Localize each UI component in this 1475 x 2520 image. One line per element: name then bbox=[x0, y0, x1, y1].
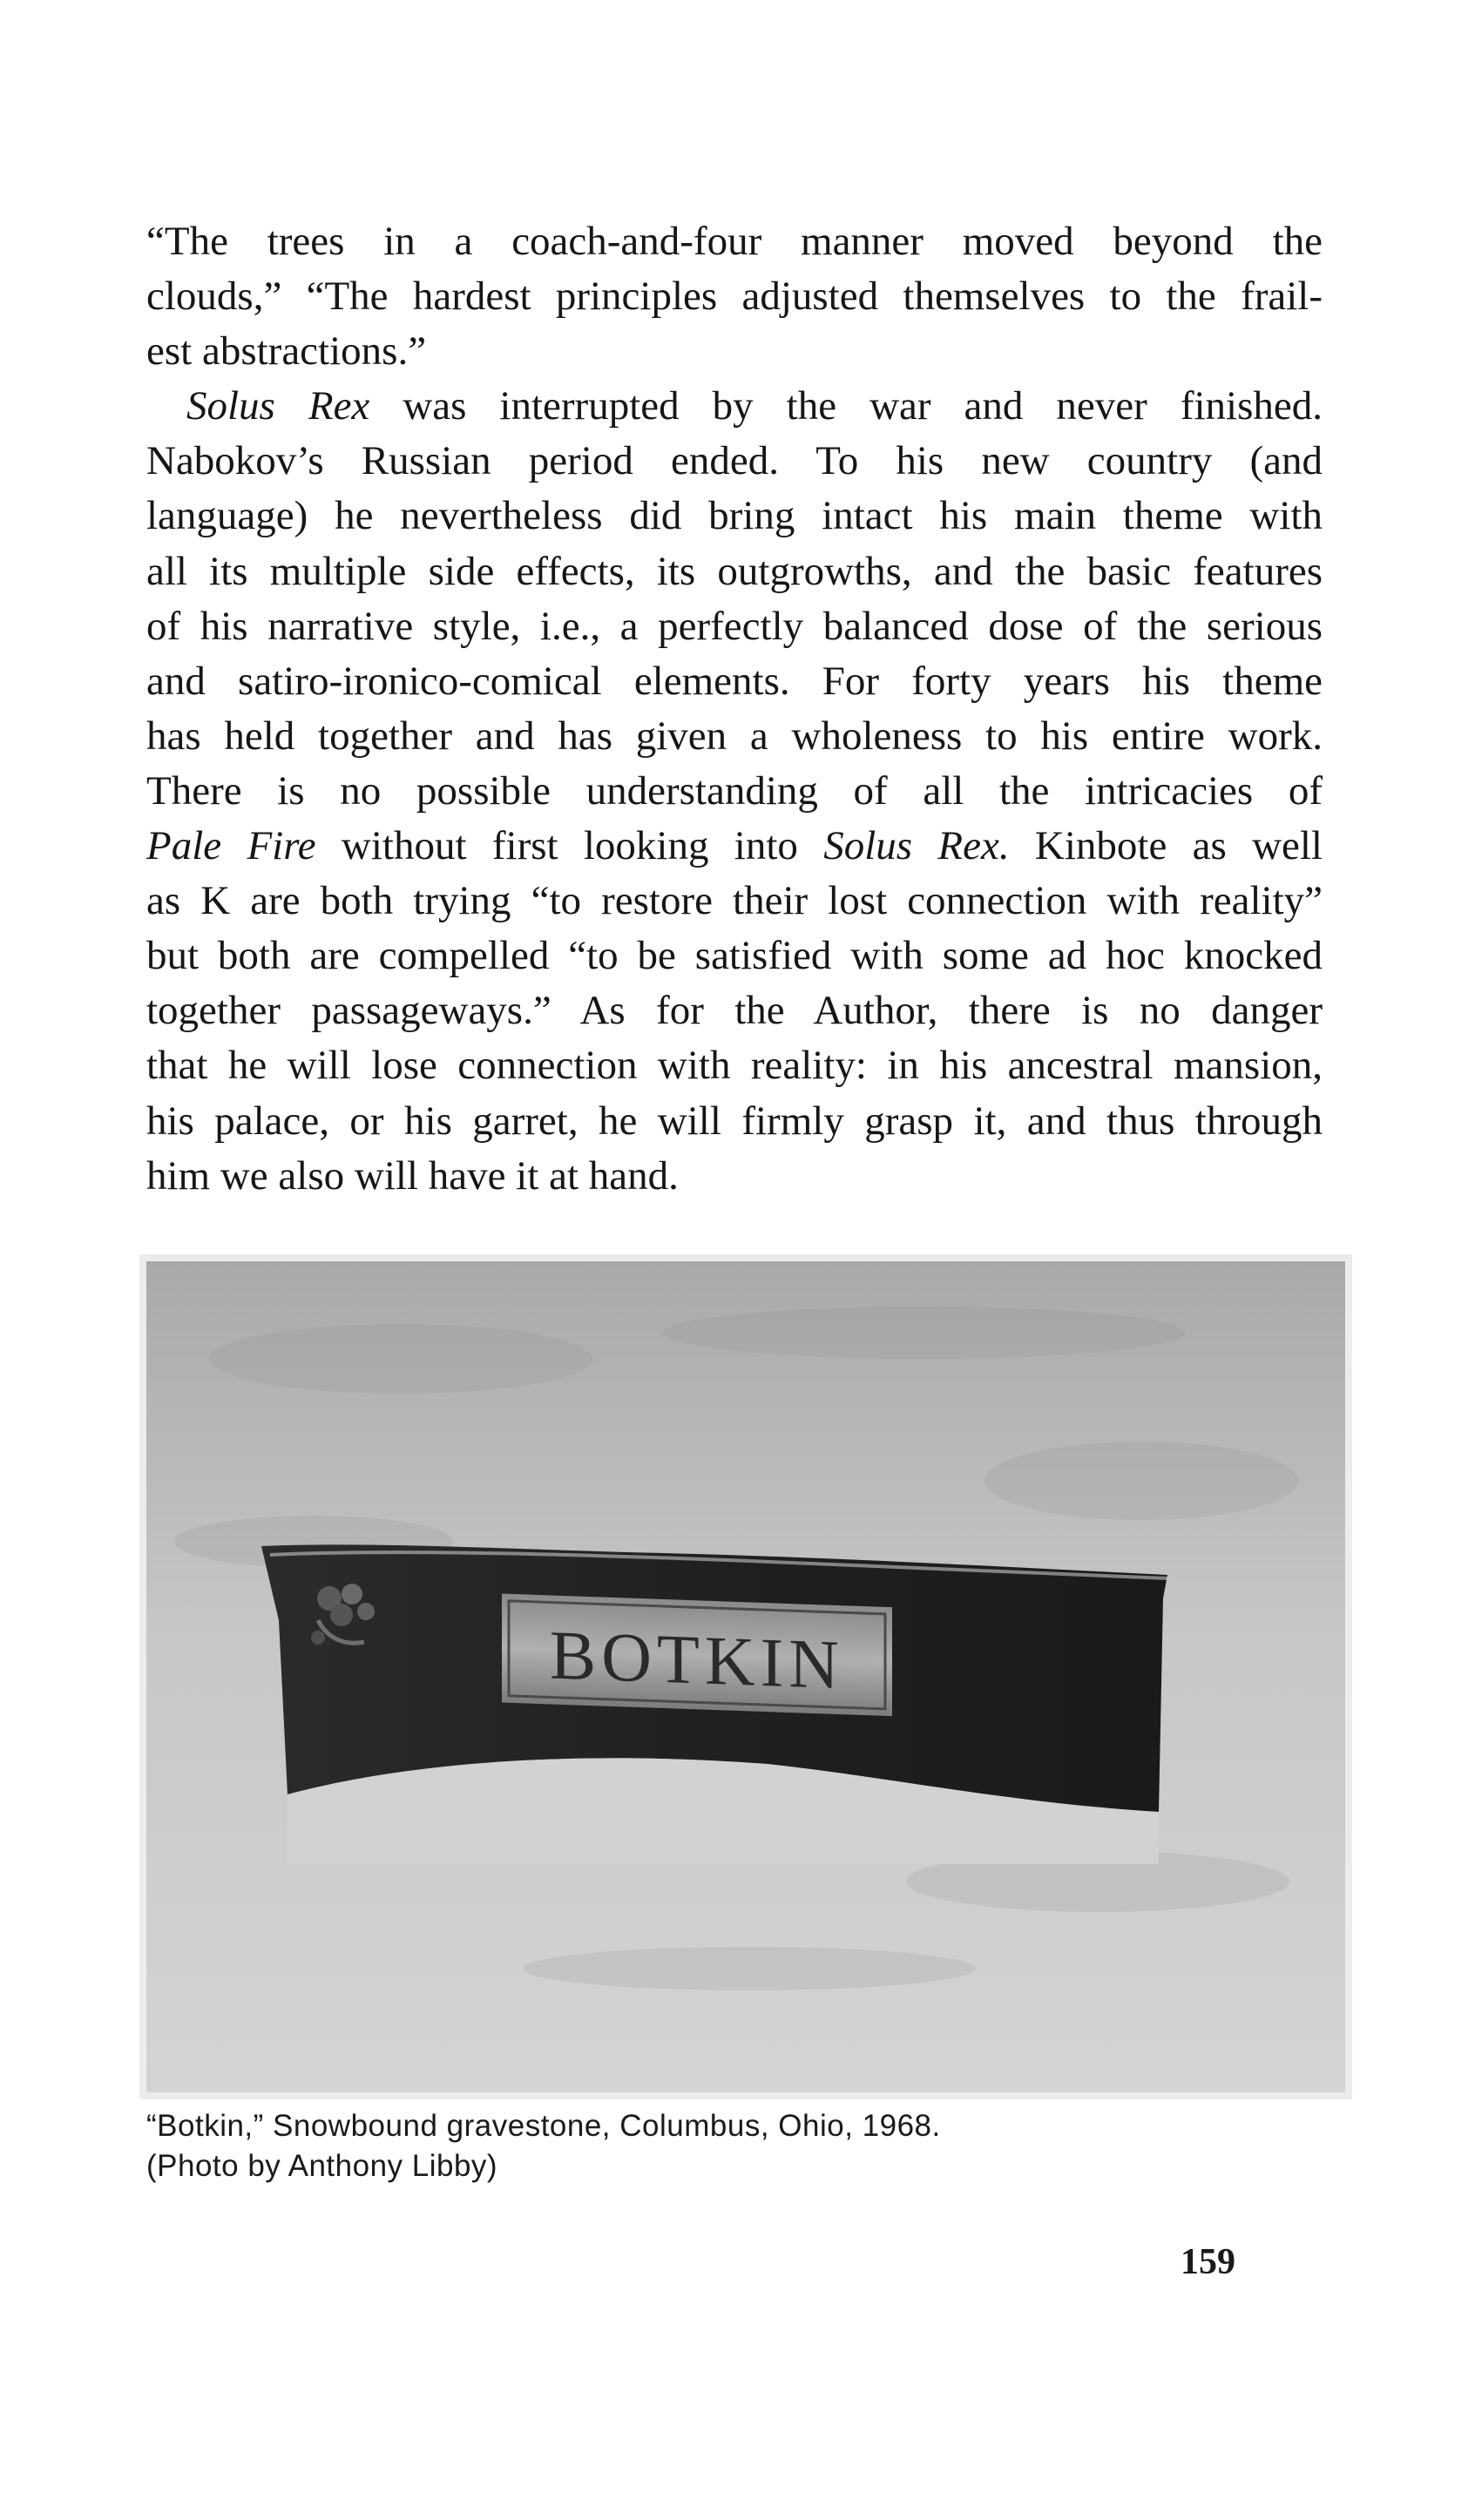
text-line: his palace, or his garret, he will firmly grasp it, and thus through bbox=[146, 1098, 1323, 1144]
paragraph bbox=[146, 379, 1323, 1203]
book-title-italic: Pale Fire bbox=[146, 823, 316, 869]
text-span: was interrupted by the war and never finished. bbox=[369, 383, 1323, 429]
text-line: There is no possible understanding of all the intricacies of bbox=[146, 767, 1323, 814]
text-line: language) he nevertheless did bring intact his main theme with bbox=[146, 493, 1323, 539]
caption-line: (Photo by Anthony Libby) bbox=[146, 2149, 498, 2183]
text-line bbox=[146, 379, 1323, 434]
paragraph bbox=[146, 214, 1323, 379]
page-number: 159 bbox=[1181, 2242, 1235, 2282]
text-span: Kinbote as well bbox=[1009, 823, 1323, 869]
gravestone-photo-image bbox=[139, 1254, 1352, 2099]
photo-caption bbox=[146, 2106, 941, 2186]
text-line: and satiro-ironico-comical elements. For forty years his theme bbox=[146, 658, 1323, 704]
text-line: as K are both trying “to restore their lost connection with reality” bbox=[146, 878, 1323, 924]
body-text bbox=[146, 214, 1323, 1204]
text-line: all its multiple side effects, its outgrowths, and the basic features bbox=[146, 548, 1323, 594]
text-line: Nabokov’s Russian period ended. To his new country (and bbox=[146, 438, 1323, 484]
text-line: that he will lose connection with reality: in his ancestral mansion, bbox=[146, 1043, 1323, 1089]
text-line: has held together and has given a wholeness to his entire work. bbox=[146, 713, 1323, 759]
gravestone-name: BOTKIN bbox=[549, 1617, 845, 1705]
text-line: clouds,” “The hardest principles adjusted themselves to the frail- bbox=[146, 274, 1323, 320]
book-title-italic: Solus Rex bbox=[186, 383, 370, 429]
text-line: of his narrative style, i.e., a perfectly balanced dose of the serious bbox=[146, 603, 1323, 649]
book-title-italic: Solus Rex. bbox=[823, 823, 1010, 869]
gravestone-photo bbox=[139, 1254, 1352, 2099]
text-line: est abstractions.” bbox=[146, 328, 427, 375]
text-span: without first looking into bbox=[315, 823, 824, 869]
caption-line: “Botkin,” Snowbound gravestone, Columbus, Ohio, 1968. bbox=[146, 2109, 941, 2143]
text-line: together passageways.” As for the Author, there is no danger bbox=[146, 988, 1323, 1034]
text-line: but both are compelled “to be satisfied with some ad hoc knocked bbox=[146, 933, 1323, 979]
text-line: “The trees in a coach-and-four manner moved beyond the bbox=[146, 219, 1323, 264]
text-line bbox=[146, 819, 1323, 874]
text-line: him we also will have it at hand. bbox=[146, 1152, 679, 1199]
